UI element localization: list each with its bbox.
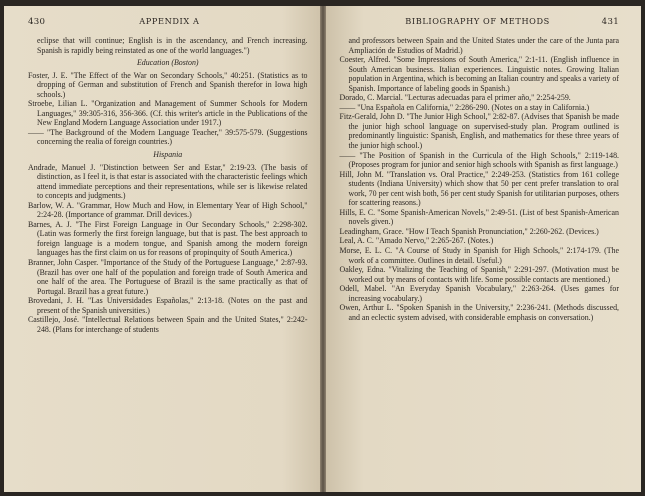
- bibliography-entry: Hills, E. C. "Some Spanish-American Novels," 2:49-51. (List of best Spanish-American novels given.): [339, 207, 619, 227]
- bibliography-entry: Castillejo, José. "Intellectual Relations between Spain and the United States," 2:242-248. (Plans for interchange of students: [28, 315, 308, 334]
- bibliography-entry: —— "The Background of the Modern Language Teacher," 39:575-579. (Suggestions concerning the realia of foreign countries.): [28, 127, 308, 147]
- left-running-head: APPENDIX A: [139, 16, 200, 26]
- section-heading: Education (Boston): [136, 58, 199, 68]
- left-page-body: [28, 36, 308, 334]
- left-page: [4, 6, 320, 492]
- bibliography-entry: Dorado, C. Marcial. "Lecturas adecuadas para el primer año," 2:254-259.: [339, 93, 571, 103]
- bibliography-entry: Odell, Mabel. "An Everyday Spanish Vocabulary," 2:263-264. (Uses games for increasing vocabulary.): [339, 284, 619, 303]
- bibliography-entry: Andrade, Manuel J. "Distinction between Ser and Estar," 2:19-23. (The basis of distinction, as I feel it, is that estar is associated with the characteristic feelings which attend immediate perceptions and their representations, while ser is likewise related to concepts and judgments.): [28, 162, 308, 201]
- book-spread: [4, 6, 641, 492]
- bibliography-entry: Leadingham, Grace. "How I Teach Spanish Pronunciation," 2:260-262. (Devices.): [339, 226, 599, 236]
- bibliography-entry: Owen, Arthur L. "Spoken Spanish in the University," 2:236-241. (Methods discussed, and an eclectic system advised, with considerable emphasis on conversation.): [339, 303, 619, 322]
- bibliography-entry: —— "Una Española en California," 2:286-290. (Notes on a stay in California.): [339, 102, 590, 112]
- bibliography-entry: Hill, John M. "Translation vs. Oral Practice," 2:249-253. (Statistics from 161 college students (Indiana University) which show that 50 per cent prefer translation to oral work, 70 per cent wish both, 56 per cent study Spanish for utilitarian purposes, others for scattering reasons.): [339, 169, 619, 208]
- bibliography-entry: Barlow, W. A. "Grammar, How Much and How, in Elementary Year of High School," 2:24-28. (Importance of grammar. Drill devices.): [28, 200, 308, 220]
- bibliography-entry: Stroebe, Lilian L. "Organization and Management of Summer Schools for Modern Languages," 39:305-316, 356-366. (Cf. this writer's article in the Publications of the New England Modern Language Association under 1917.): [28, 99, 308, 128]
- section-heading: Hispania: [153, 150, 183, 160]
- right-running-head: BIBLIOGRAPHY OF METHODS: [405, 16, 550, 26]
- bibliography-entry: Foster, J. E. "The Effect of the War on Secondary Schools," 40:251. (Statistics as to dropping of German and substitution of French and Spanish therefor in Iowa high schools.): [28, 70, 308, 99]
- right-page-number: 431: [601, 17, 619, 27]
- left-page-number: 430: [28, 17, 46, 27]
- left-page-header: [28, 16, 308, 27]
- left-paragraph: eclipse that will continue; English is in the ascendancy, and French increasing. Spanish is rapidly being reinstated as one of the world languages."): [37, 36, 308, 55]
- bibliography-entry: Fitz-Gerald, John D. "The Junior High School," 2:82-87. (Advises that Spanish be made the junior high school language on supervised-study plan. Program outlined is predominantly linguistic: Spanish, English, and mathematics for these three years of the junior high school.): [339, 112, 619, 151]
- bibliography-entry: Coester, Alfred. "Some Impressions of South America," 2:1-11. (English influence in South American business. Italian experiences. Linguistic notes. Growing Italian population in Argentina, which is becoming an Italian country and speaks a variety of Spanish. Importance of labeling goods in Spanish.): [339, 55, 619, 93]
- bibliography-entry: Brovedani, J. H. "Las Universidades Españolas," 2:13-18. (Notes on the past and present of the Spanish universities.): [28, 296, 308, 315]
- bibliography-entry: Morse, E. L. C. "A Course of Study in Spanish for High Schools," 2:174-179. (The work of a committee. Outlines in detail. Useful.): [339, 246, 619, 265]
- right-page-header: [340, 16, 620, 27]
- right-page: [326, 6, 642, 492]
- bibliography-entry: —— "The Position of Spanish in the Curricula of the High Schools," 2:119-148. (Proposes program for junior and senior high schools with Spanish as first language.): [339, 150, 619, 170]
- right-paragraph: and professors between Spain and the United States under the care of the Junta para Ampliación de Estudios of Madrid.): [348, 36, 619, 55]
- bibliography-entry: Barnes, A. J. "The First Foreign Language in Our Secondary Schools," 2:298-302. (Latin was formerly the first foreign language, but that is past. The best approach to foreign language is a modern tongue, and Spanish among the modern foreign languages has the first claim on us for reasons of propinquity of South America.): [28, 219, 308, 258]
- bibliography-entry: Branner, John Casper. "Importance of the Study of the Portuguese Language," 2:87-93. (Brazil has over one half of the population and foreign trade of South America and one half of the area. The Portuguese of Brazil is the same practically as that of Portugal. Brazil has a great future.): [28, 258, 308, 296]
- right-page-body: [340, 36, 620, 322]
- bibliography-entry: Oakley, Edna. "Vitalizing the Teaching of Spanish," 2:291-297. (Motivation must be worked out by means of contacts with life. Some possible contacts are mentioned.): [339, 265, 619, 284]
- bibliography-entry: Leal, A. C. "Amado Nervo," 2:265-267. (Notes.): [339, 236, 494, 246]
